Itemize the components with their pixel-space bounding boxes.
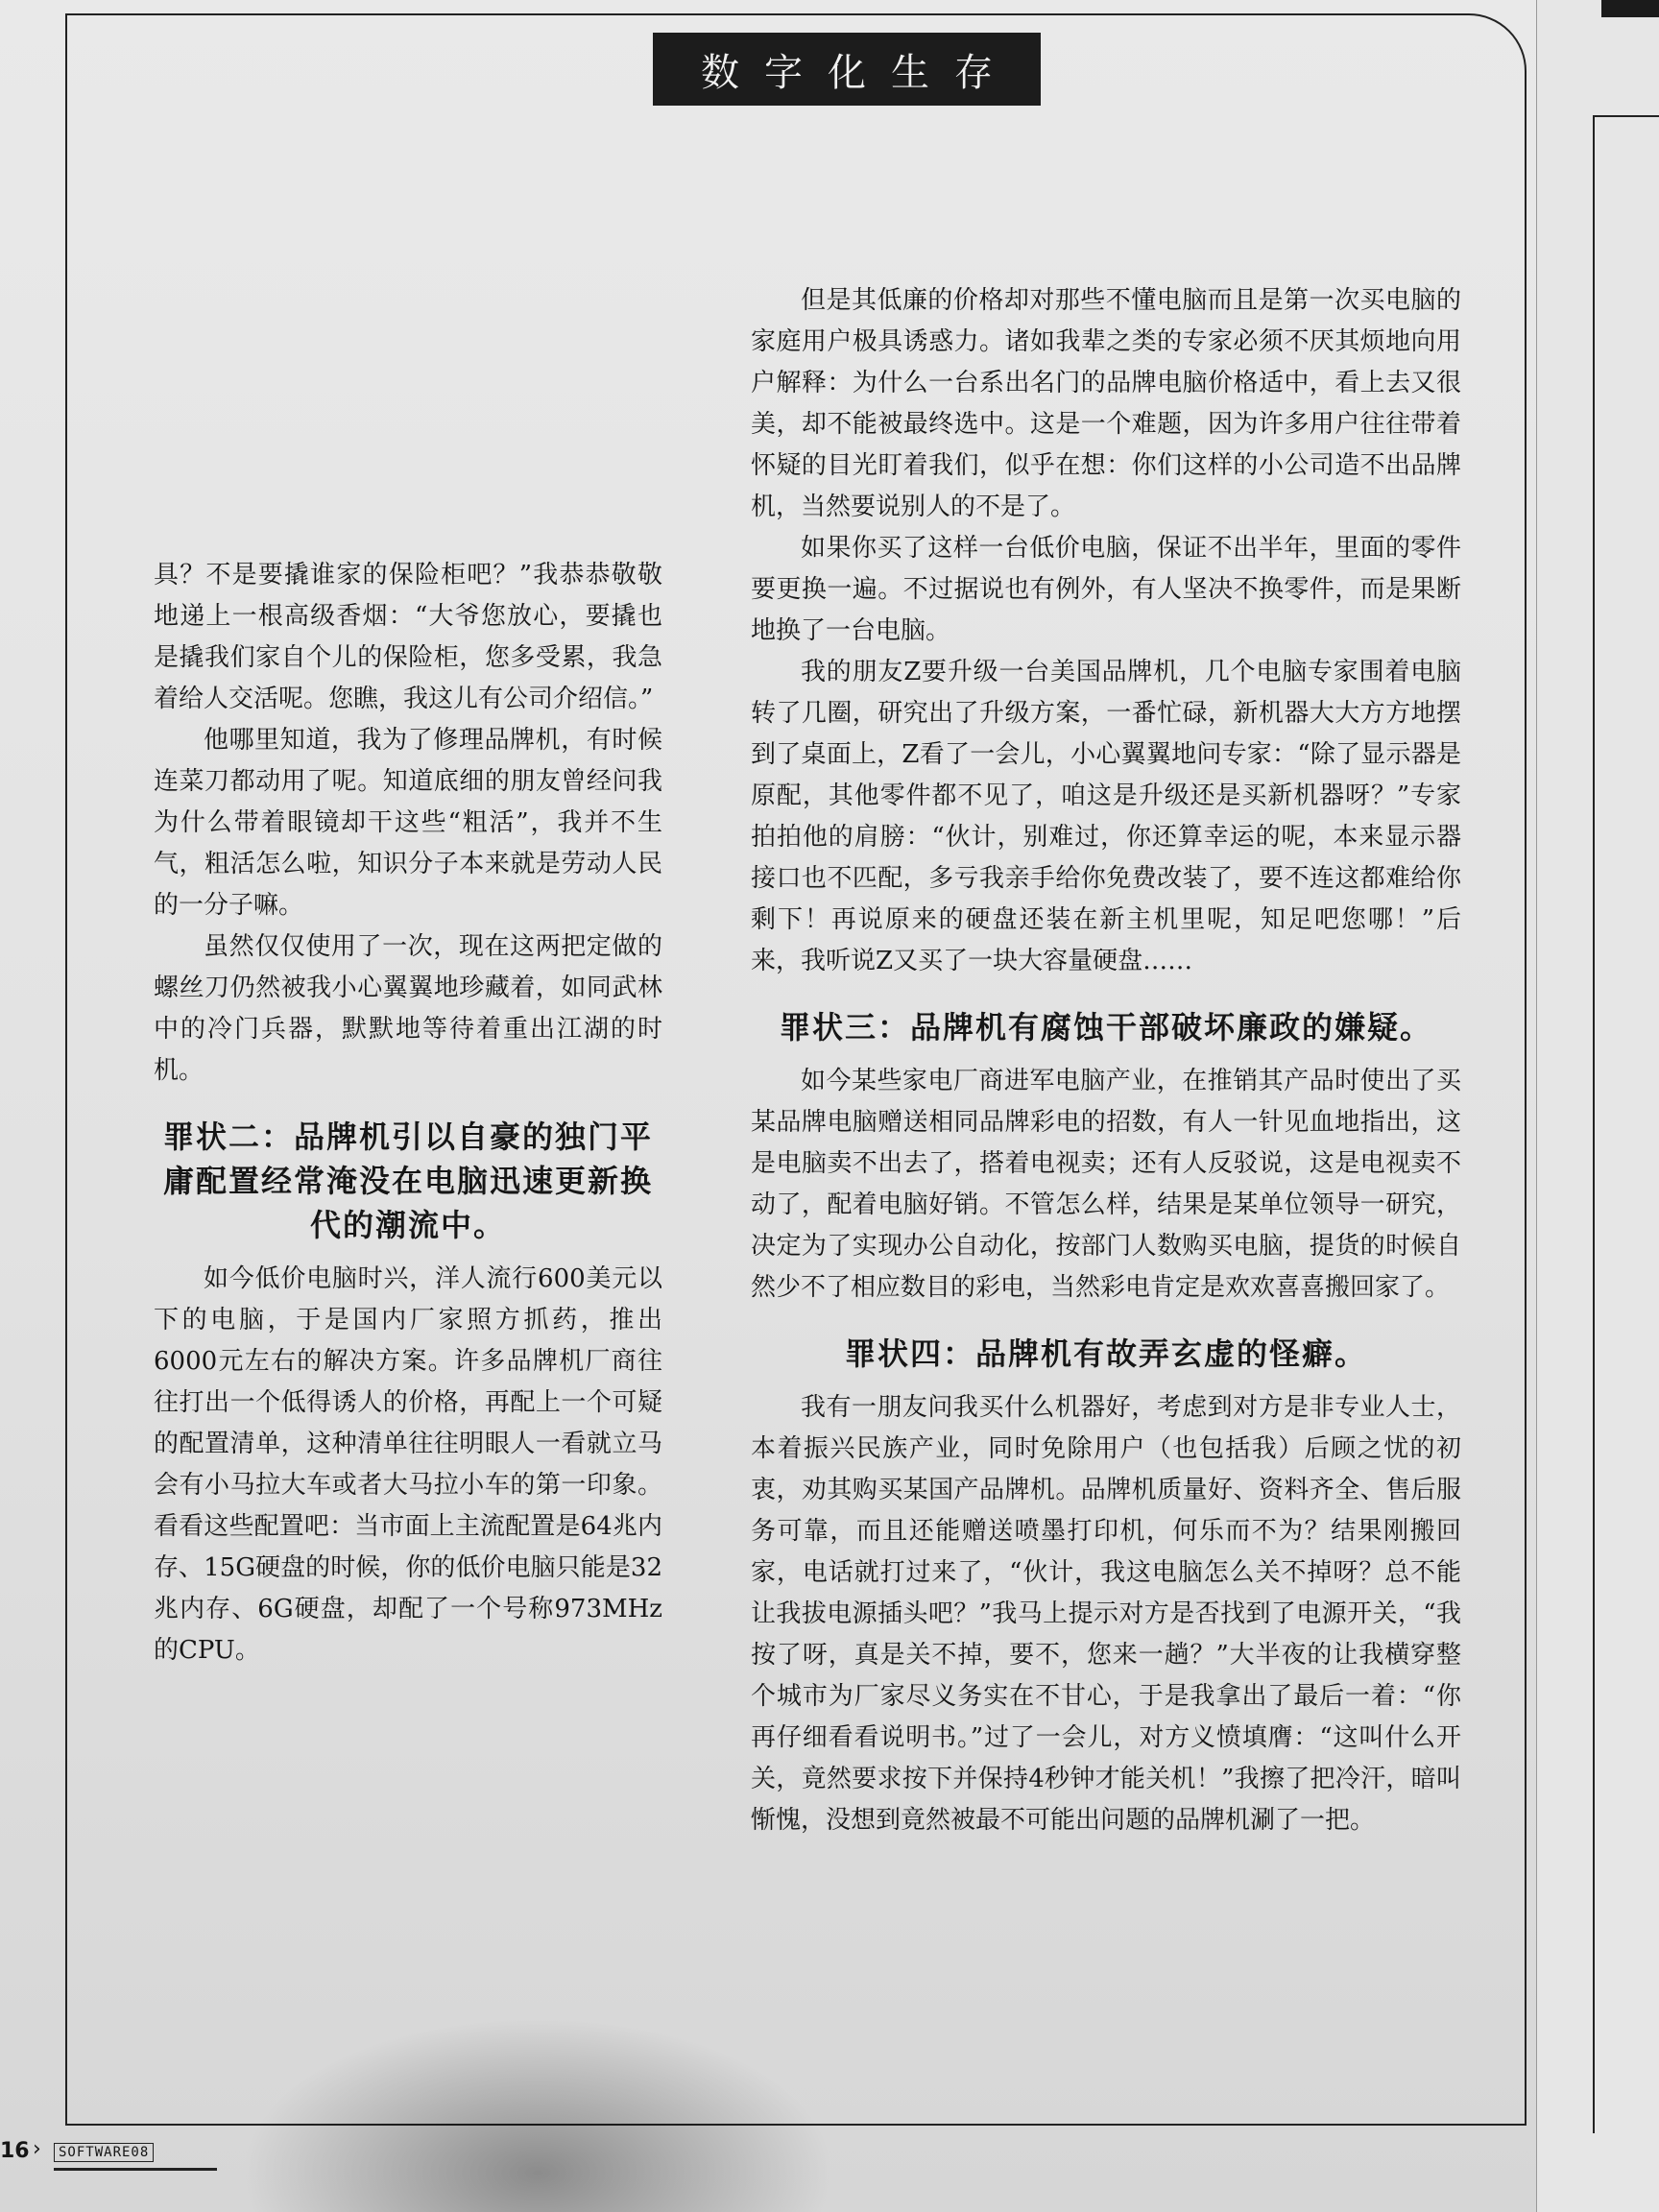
section-banner: 数字化生存	[653, 33, 1041, 106]
photo-shadow	[240, 2016, 835, 2212]
paragraph: 如今低价电脑时兴，洋人流行600美元以下的电脑，于是国内厂家照方抓药，推出6000元左右的解决方案。许多品牌机厂商往往打出一个低得诱人的价格，再配上一个可疑的配置清单，这种清单往往明眼人一看就立马会有小马拉大车或者大马拉小车的第一印象。看看这些配置吧：当市面上主流配置是64兆内存、15G硬盘的时候，你的低价电脑只能是32兆内存、6G硬盘，却配了一个号称973MHz的CPU。	[154, 1264, 662, 1665]
right-column	[751, 280, 1461, 1841]
paragraph: 但是其低廉的价格却对那些不懂电脑而且是第一次买电脑的家庭用户极具诱惑力。诸如我辈之类的专家必须不厌其烦地向用户解释：为什么一台系出名门的品牌电脑价格适中，看上去又很美，却不能被最终选中。这是一个难题，因为许多用户往往带着怀疑的目光盯着我们，似乎在想：你们这样的小公司造不出品牌机，当然要说别人的不是了。	[751, 286, 1461, 521]
paragraph: 如果你买了这样一台低价电脑，保证不出半年，里面的零件要更换一遍。不过据说也有例外，有人坚决不换零件，而是果断地换了一台电脑。	[751, 534, 1461, 645]
section-heading-4: 罪状四：品牌机有故弄玄虚的怪癖。	[844, 1335, 1367, 1372]
page-footer	[0, 2135, 250, 2177]
background-edge	[1601, 0, 1659, 17]
paragraph: 他哪里知道，我为了修理品牌机，有时候连菜刀都动用了呢。知道底细的朋友曾经问我为什么带着眼镜却干这些“粗活”，我并不生气，粗活怎么啦，知识分子本来就是劳动人民的一分子嘛。	[154, 726, 662, 920]
next-page-edge	[1536, 0, 1659, 2212]
left-column	[154, 555, 662, 1671]
paragraph: 具？不是要撬谁家的保险柜吧？”我恭恭敬敬地递上一根高级香烟：“大爷您放心，要撬也是撬我们家自个儿的保险柜，您多受累，我急着给人交活呢。您瞧，我这儿有公司介绍信。”	[154, 561, 662, 713]
chevron-right-icon: ›	[33, 2137, 41, 2161]
paragraph: 我的朋友Z要升级一台美国品牌机，几个电脑专家围着电脑转了几圈，研究出了升级方案，一番忙碌，新机器大大方方地摆到了桌面上，Z看了一会儿，小心翼翼地问专家：“除了显示器是原配，其他零件都不见了，咱这是升级还是买新机器呀？”专家拍拍他的肩膀：“伙计，别难过，你还算幸运的呢，本来显示器接口也不匹配，多亏我亲手给你免费改装了，要不连这都难给你剩下！再说原来的硬盘还装在新主机里呢，知足吧您哪！”后来，我听说Z又买了一块大容量硬盘……	[751, 658, 1461, 975]
paragraph: 我有一朋友问我买什么机器好，考虑到对方是非专业人士，本着振兴民族产业，同时免除用户（也包括我）后顾之忧的初衷，劝其购买某国产品牌机。品牌机质量好、资料齐全、售后服务可靠，而且还能赠送喷墨打印机，何乐而不为？结果刚搬回家，电话就打过来了，“伙计，我这电脑怎么关不掉呀？总不能让我拔电源插头吧？”我马上提示对方是否找到了电源开关，“我按了呀，真是关不掉，要不，您来一趟？”大半夜的让我横穿整个城市为厂家尽义务实在不甘心，于是我拿出了最后一着：“你再仔细看看说明书。”过了一会儿，对方义愤填膺：“这叫什么开关，竟然要求按下并保持4秒钟才能关机！”我擦了把冷汗，暗叫惭愧，没想到竟然被最不可能出问题的品牌机涮了一把。	[751, 1393, 1461, 1835]
section-heading-2: 罪状二：品牌机引以自豪的独门平庸配置经常淹没在电脑迅速更新换代的潮流中。	[162, 1118, 653, 1243]
magazine-brand: SOFTWARE08	[54, 2143, 154, 2162]
section-heading-3: 罪状三：品牌机有腐蚀干部破坏廉政的嫌疑。	[779, 1009, 1432, 1046]
page-number: 16	[0, 2139, 30, 2163]
paragraph: 虽然仅仅使用了一次，现在这两把定做的螺丝刀仍然被我小心翼翼地珍藏着，如同武林中的冷门兵器，默默地等待着重出江湖的时机。	[154, 932, 662, 1085]
paragraph: 如今某些家电厂商进军电脑产业，在推销其产品时使出了买某品牌电脑赠送相同品牌彩电的招数，有人一针见血地指出，这是电脑卖不出去了，搭着电视卖；还有人反驳说，这是电视卖不动了，配着电脑好销。不管怎么样，结果是某单位领导一研究，决定为了实现办公自动化，按部门人数购买电脑，提货的时候自然少不了相应数目的彩电，当然彩电肯定是欢欢喜喜搬回家了。	[751, 1067, 1461, 1302]
footer-rule	[54, 2168, 217, 2171]
